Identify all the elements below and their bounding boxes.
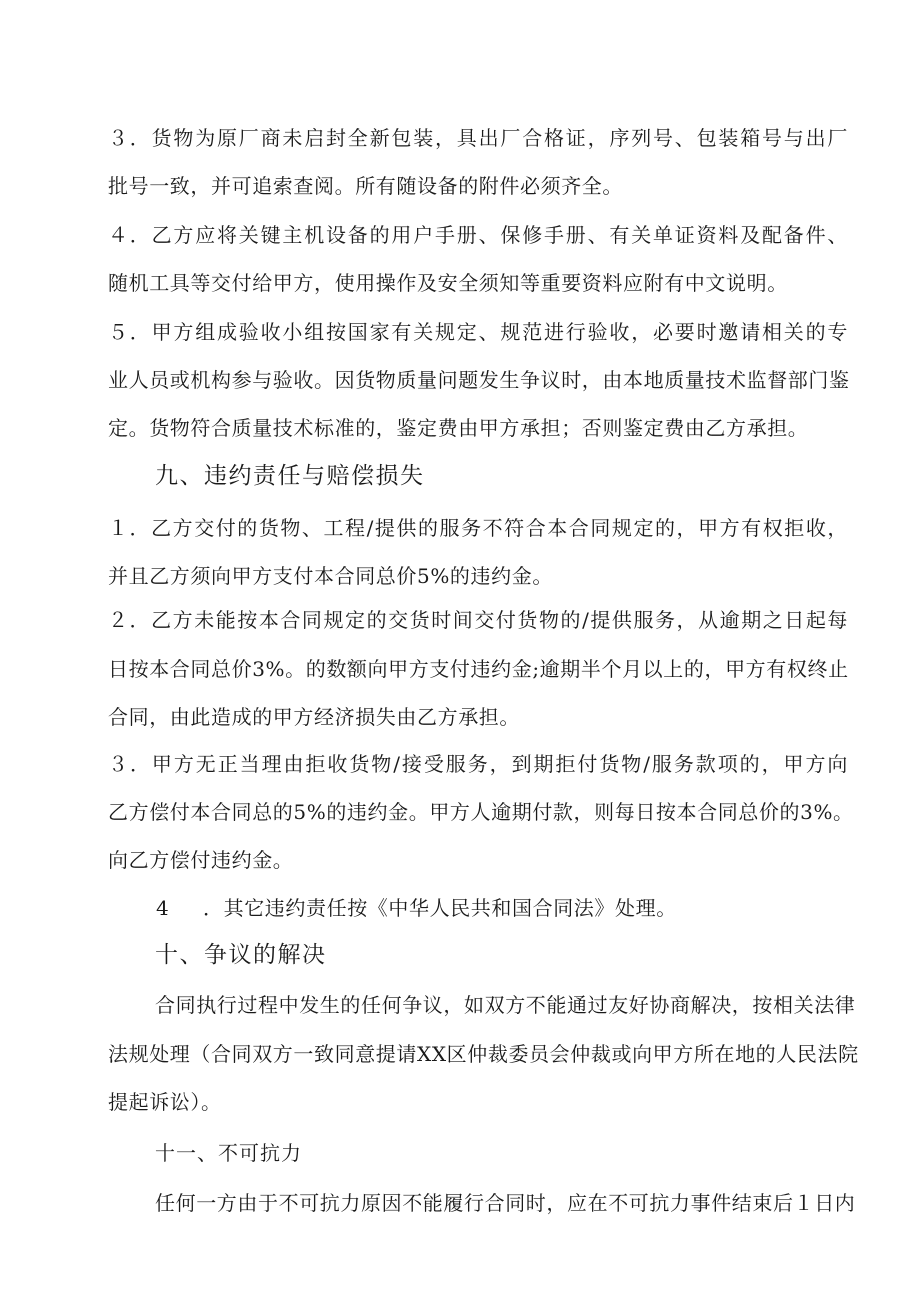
section-9-item-1-line-2: 并且乙方须向甲方支付本合同总价5%的违约金。	[108, 564, 553, 588]
section-11-heading: 十一、不可抗力	[155, 1141, 302, 1165]
paragraph-3-line-2: 批号一致，并可追索查阅。所有随设备的附件必须齐全。	[108, 174, 623, 198]
section-9-item-3-line-1: ３．甲方无正当理由拒收货物/接受服务，到期拒付货物/服务款项的，甲方向	[108, 752, 848, 776]
paragraph-3-line-1: ３．货物为原厂商未启封全新包装，具出厂合格证，序列号、包装箱号与出厂	[108, 126, 848, 150]
section-9-item-4-number: 4	[156, 896, 170, 920]
section-9-item-2-line-1: ２．乙方未能按本合同规定的交货时间交付货物的/提供服务，从逾期之日起每	[108, 608, 848, 632]
paragraph-5-line-1: ５．甲方组成验收小组按国家有关规定、规范进行验收，必要时邀请相关的专	[108, 320, 848, 344]
paragraph-4-line-2: 随机工具等交付给甲方，使用操作及安全须知等重要资料应附有中文说明。	[108, 271, 788, 295]
section-11-line-1: 任何一方由于不可抗力原因不能履行合同时，应在不可抗力事件结束后１日内	[155, 1191, 856, 1215]
section-9-heading: 九、违约责任与赔偿损失	[155, 463, 425, 489]
section-10-line-3: 提起诉讼）。	[108, 1090, 222, 1114]
section-9-item-4-text: ．其它违约责任按《中华人民共和国合同法》处理。	[203, 896, 677, 920]
section-9-item-3-line-2: 乙方偿付本合同总的5%的违约金。甲方人逾期付款，则每日按本合同总价的3%。	[108, 800, 854, 824]
section-9-item-2-line-3: 合同，由此造成的甲方经济损失由乙方承担。	[108, 705, 520, 729]
paragraph-5-line-3: 定。货物符合质量技术标准的，鉴定费由甲方承担；否则鉴定费由乙方承担。	[108, 416, 809, 440]
section-10-heading: 十、争议的解决	[155, 942, 327, 968]
paragraph-4-line-1: ４．乙方应将关键主机设备的用户手册、保修手册、有关单证资料及配备件、	[108, 223, 848, 247]
section-10-line-1: 合同执行过程中发生的任何争议，如双方不能通过友好协商解决，按相关法律	[155, 993, 856, 1017]
section-9-item-1-line-1: １．乙方交付的货物、工程/提供的服务不符合本合同规定的，甲方有权拒收，	[108, 516, 848, 540]
section-10-line-2: 法规处理（合同双方一致同意提请XX区仲裁委员会仲裁或向甲方所在地的人民法院	[108, 1042, 859, 1066]
paragraph-5-line-2: 业人员或机构参与验收。因货物质量问题发生争议时，由本地质量技术监督部门鉴	[108, 368, 850, 392]
section-9-item-2-line-2: 日按本合同总价3%。的数额向甲方支付违约金;逾期半个月以上的，甲方有权终止	[108, 657, 849, 681]
section-9-item-3-line-3: 向乙方偿付违约金。	[108, 848, 294, 872]
